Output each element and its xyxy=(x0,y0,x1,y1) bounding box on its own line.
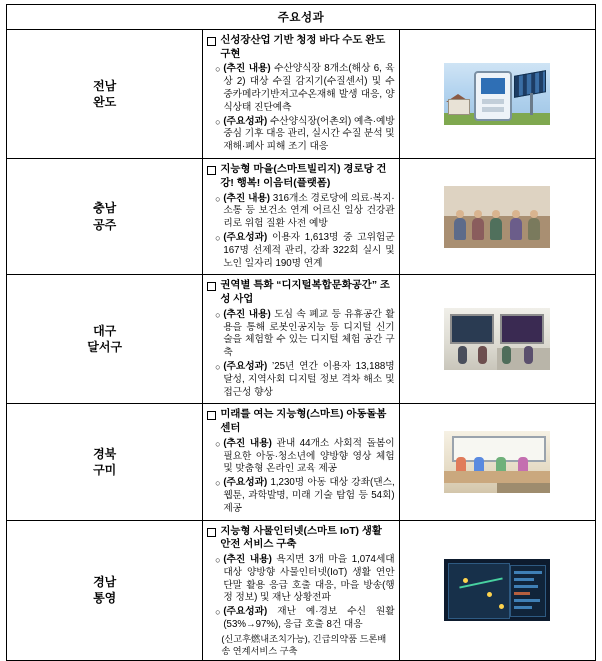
checkbox-square-icon xyxy=(207,282,216,291)
circle-bullet-icon: ○ xyxy=(215,478,221,489)
content-cell xyxy=(203,30,399,159)
region-label xyxy=(7,404,203,520)
photo-gongju xyxy=(444,186,550,248)
photo-cell xyxy=(399,159,595,275)
bullet-text: 이용자 1,613명 중 고위험군 167명 선제적 관리, 강좌 322회 실시 및 노인 일자리 190명 연계 xyxy=(223,231,395,269)
bullet-label: (추진 내용) xyxy=(223,437,272,449)
item-title: 권역별 특화 “디지털복합문화공간” 조성 사업 xyxy=(207,279,394,306)
circle-bullet-icon: ○ xyxy=(215,555,221,566)
bullet-label: (주요성과) xyxy=(223,115,268,127)
region-label xyxy=(7,275,203,404)
bullet-item xyxy=(213,438,394,476)
bullet-item xyxy=(213,63,394,114)
bullet-text: 1,230명 아동 대상 강좌(댄스, 웹툰, 과학발명, 미래 기술 탐험 등 54회) 제공 xyxy=(223,477,395,514)
region-city: 구미 xyxy=(93,462,117,477)
bullet-label: (주요성과) xyxy=(223,477,268,489)
circle-bullet-icon: ○ xyxy=(215,438,221,449)
bullet-label: (추진 내용) xyxy=(223,192,271,204)
table-row xyxy=(7,404,596,520)
bullet-text: ’25년 연간 이용자 13,188명 달성, 지역사회 디지털 정보 격차 해소 및 접근성 향상 xyxy=(223,360,395,398)
bullet-item xyxy=(213,554,394,605)
region-city: 통영 xyxy=(93,591,117,606)
bullet-text: 욕지면 3개 마을 1,074세대 대상 양방향 사물인터넷(IoT) 생활 연안 단말 활용 응급 호출 대응, 마을 방송(행정 정보) 및 재난 상황전파 xyxy=(223,554,395,604)
table-header-title: 주요성과 xyxy=(7,5,596,30)
circle-bullet-icon: ○ xyxy=(215,193,221,204)
photo-wando xyxy=(444,63,550,125)
circle-bullet-icon: ○ xyxy=(215,607,221,618)
region-label xyxy=(7,159,203,275)
circle-bullet-icon: ○ xyxy=(215,361,221,372)
content-cell xyxy=(203,275,399,404)
bullet-label: (주요성과) xyxy=(223,360,268,372)
content-cell xyxy=(203,404,399,520)
bullet-text: 재난 예·경보 수신 원활(53%→97%), 응급 호출 8건 대응 xyxy=(223,606,395,631)
region-province: 경북 xyxy=(93,446,117,461)
table-row xyxy=(7,520,596,661)
bullet-text: 수산양식장 8개소(해상 6, 육상 2) 대상 수질 감지기(수질센서) 및 수중카메라기반저고수온재해 발생 대응, 양식상태 진단예측 xyxy=(223,63,395,113)
bullet-label: (주요성과) xyxy=(223,606,268,618)
region-province: 대구 xyxy=(93,324,117,339)
bullet-item xyxy=(213,193,394,231)
bullet-item xyxy=(213,309,394,360)
bullet-label: (추진 내용) xyxy=(223,63,271,75)
photo-cell xyxy=(399,30,595,159)
photo-tongyeong xyxy=(444,559,550,621)
bullet-item xyxy=(213,232,394,270)
region-province: 충남 xyxy=(93,201,117,216)
bullet-item xyxy=(213,606,394,632)
bullet-item xyxy=(213,361,394,399)
table-header-row xyxy=(7,5,596,30)
table-row xyxy=(7,159,596,275)
photo-gumi xyxy=(444,431,550,493)
region-province: 전남 xyxy=(93,78,117,93)
photo-cell xyxy=(399,404,595,520)
bullet-label: (주요성과) xyxy=(223,231,268,243)
table-row xyxy=(7,30,596,159)
bullet-item xyxy=(213,477,394,515)
bullet-text: 관내 44개소 사회적 돌봄이 필요한 아동·청소년에 양방향 영상 체험 및 맞춤형 온라인 교육 제공 xyxy=(223,437,395,475)
item-title: 신성장산업 기반 청정 바다 수도 완도 구현 xyxy=(207,34,394,61)
circle-bullet-icon: ○ xyxy=(215,309,221,320)
circle-bullet-icon: ○ xyxy=(215,232,221,243)
bullet-text: 316개소 경로당에 의료·복지·소통 등 보건소 연계 어르신 일상 건강관리로 위험 질환 사전 예방 xyxy=(223,192,395,230)
bullet-item xyxy=(213,116,394,154)
bullet-text: 도심 속 폐교 등 유휴공간 활용을 통해 로봇인공지능 등 디지털 신기술을 체험할 수 있는 디지털 체험 공간 구축 xyxy=(223,308,395,359)
item-title: 지능형 마을(스마트빌리지) 경로당 건강! 행복! 이음터(플랫폼) xyxy=(207,163,394,190)
region-province: 경남 xyxy=(93,575,117,590)
checkbox-square-icon xyxy=(207,166,216,175)
region-city: 달서구 xyxy=(87,340,123,355)
photo-dalseo xyxy=(444,308,550,370)
bullet-label: (추진 내용) xyxy=(223,308,271,320)
table-row xyxy=(7,275,596,404)
bullet-note: (신고후燃내조치가능), 긴급의약품 드론배송 연계서비스 구축 xyxy=(221,633,387,656)
performance-table xyxy=(6,4,596,661)
region-label xyxy=(7,520,203,661)
region-label xyxy=(7,30,203,159)
photo-cell xyxy=(399,520,595,661)
item-title: 미래를 여는 지능형(스마트) 아동돌봄센터 xyxy=(207,408,394,435)
circle-bullet-icon: ○ xyxy=(215,116,221,127)
bullet-label: (추진 내용) xyxy=(223,554,272,566)
content-cell xyxy=(203,520,399,661)
circle-bullet-icon: ○ xyxy=(215,64,221,75)
bullet-text: 수산양식장(어촌외) 예측·예방 중심 기후 대응 관리, 실시간 수질 분석 및 재해·폐사 피해 조기 대응 xyxy=(223,115,395,153)
checkbox-square-icon xyxy=(207,411,216,420)
checkbox-square-icon xyxy=(207,528,216,537)
item-title: 지능형 사물인터넷(스마트 IoT) 생활 안전 서비스 구축 xyxy=(207,525,394,552)
region-city: 공주 xyxy=(93,217,117,232)
region-city: 완도 xyxy=(93,95,117,110)
checkbox-square-icon xyxy=(207,37,216,46)
photo-cell xyxy=(399,275,595,404)
content-cell xyxy=(203,159,399,275)
